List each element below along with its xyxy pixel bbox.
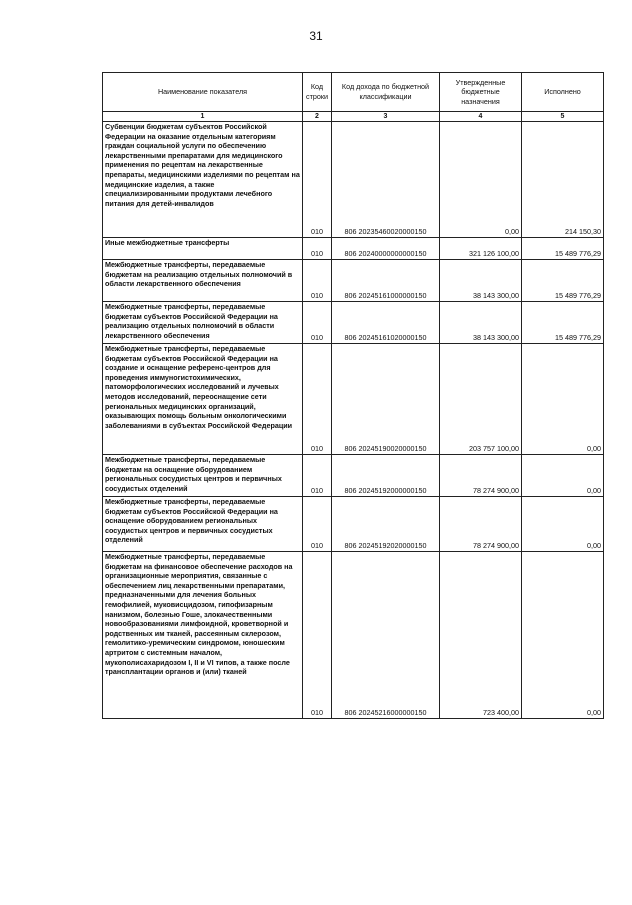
row-approved: 78 274 900,00 xyxy=(440,497,522,552)
header-code: Код строки xyxy=(303,73,332,112)
header-name: Наименование показателя xyxy=(103,73,303,112)
column-number: 1 xyxy=(103,112,303,122)
row-name: Субвенции бюджетам субъектов Российской Федерации на оказание отдельным категориям граждан социальной услуги по обеспечению лекарственными препаратами для медицинского применения по рецептам на лекарственные препараты, медицинскими изделиями по рецептам на медицинские изделия, а также специализированными продуктами лечебного питания для детей-инвалидов xyxy=(103,122,303,238)
row-code: 010 xyxy=(303,302,332,344)
table-row xyxy=(103,122,604,238)
row-approved: 321 126 100,00 xyxy=(440,238,522,260)
row-approved: 0,00 xyxy=(440,122,522,238)
row-kbk: 806 20245190020000150 xyxy=(332,344,440,455)
table-row xyxy=(103,552,604,719)
row-approved: 723 400,00 xyxy=(440,552,522,719)
row-approved: 203 757 100,00 xyxy=(440,344,522,455)
row-kbk: 806 20245192000000150 xyxy=(332,455,440,497)
header-executed: Исполнено xyxy=(522,73,604,112)
row-name: Межбюджетные трансферты, передаваемые бюджетам субъектов Российской Федерации на реализацию отдельных полномочий в области лекарственного обеспечения xyxy=(103,302,303,344)
row-kbk: 806 20235460020000150 xyxy=(332,122,440,238)
header-approved: Утвержденные бюджетные назначения xyxy=(440,73,522,112)
table-row xyxy=(103,260,604,302)
table-header-row xyxy=(103,73,604,112)
column-number-row xyxy=(103,112,604,122)
column-number: 2 xyxy=(303,112,332,122)
row-name: Межбюджетные трансферты, передаваемые бюджетам на реализацию отдельных полномочий в области лекарственного обеспечения xyxy=(103,260,303,302)
row-code: 010 xyxy=(303,238,332,260)
row-kbk: 806 20245161000000150 xyxy=(332,260,440,302)
column-number: 4 xyxy=(440,112,522,122)
table-row xyxy=(103,302,604,344)
row-name: Межбюджетные трансферты, передаваемые бюджетам на оснащение оборудованием региональных сосудистых центров и первичных сосудистых отделений xyxy=(103,455,303,497)
table-row xyxy=(103,344,604,455)
budget-execution-table xyxy=(102,72,604,719)
row-kbk: 806 20245192020000150 xyxy=(332,497,440,552)
row-kbk: 806 20245216000000150 xyxy=(332,552,440,719)
column-number: 3 xyxy=(332,112,440,122)
row-code: 010 xyxy=(303,122,332,238)
row-code: 010 xyxy=(303,497,332,552)
row-kbk: 806 20240000000000150 xyxy=(332,238,440,260)
table-row xyxy=(103,455,604,497)
row-executed: 0,00 xyxy=(522,455,604,497)
row-executed: 15 489 776,29 xyxy=(522,238,604,260)
row-code: 010 xyxy=(303,344,332,455)
row-kbk: 806 20245161020000150 xyxy=(332,302,440,344)
column-number: 5 xyxy=(522,112,604,122)
row-executed: 15 489 776,29 xyxy=(522,302,604,344)
row-approved: 38 143 300,00 xyxy=(440,302,522,344)
row-executed: 0,00 xyxy=(522,497,604,552)
row-executed: 214 150,30 xyxy=(522,122,604,238)
header-kbk: Код дохода по бюджетной классификации xyxy=(332,73,440,112)
row-name: Межбюджетные трансферты, передаваемые бюджетам субъектов Российской Федерации на оснащение оборудованием региональных сосудистых центров и первичных сосудистых отделений xyxy=(103,497,303,552)
row-executed: 15 489 776,29 xyxy=(522,260,604,302)
table-row xyxy=(103,238,604,260)
page-number: 31 xyxy=(309,29,323,43)
row-executed: 0,00 xyxy=(522,344,604,455)
row-code: 010 xyxy=(303,552,332,719)
row-approved: 78 274 900,00 xyxy=(440,455,522,497)
row-name: Межбюджетные трансферты, передаваемые бюджетам на финансовое обеспечение расходов на организационные мероприятия, связанные с обеспечением лиц лекарственными препаратами, предназначенными для лечения больных гемофилией, муковисцидозом, гипофизарным нанизмом, болезнью Гоше, злокачественными новообразованиями лимфоидной, кроветворной и родственных им тканей, рассеянным склерозом, гемолитико-уремическим синдромом, юношеским артритом с системным началом, мукополисахаридозом I, II и VI типов, а также после трансплантации органов и (или) тканей xyxy=(103,552,303,719)
row-name: Иные межбюджетные трансферты xyxy=(103,238,303,260)
row-name: Межбюджетные трансферты, передаваемые бюджетам субъектов Российской Федерации на создание и оснащение референс-центров для проведения иммуногистохимических, патоморфологических исследований и лучевых методов исследований, переоснащение сети региональных медицинских организаций, оказывающих помощь больным онкологическими заболеваниями в субъектах Российской Федерации xyxy=(103,344,303,455)
row-executed: 0,00 xyxy=(522,552,604,719)
row-approved: 38 143 300,00 xyxy=(440,260,522,302)
row-code: 010 xyxy=(303,260,332,302)
row-code: 010 xyxy=(303,455,332,497)
table-row xyxy=(103,497,604,552)
